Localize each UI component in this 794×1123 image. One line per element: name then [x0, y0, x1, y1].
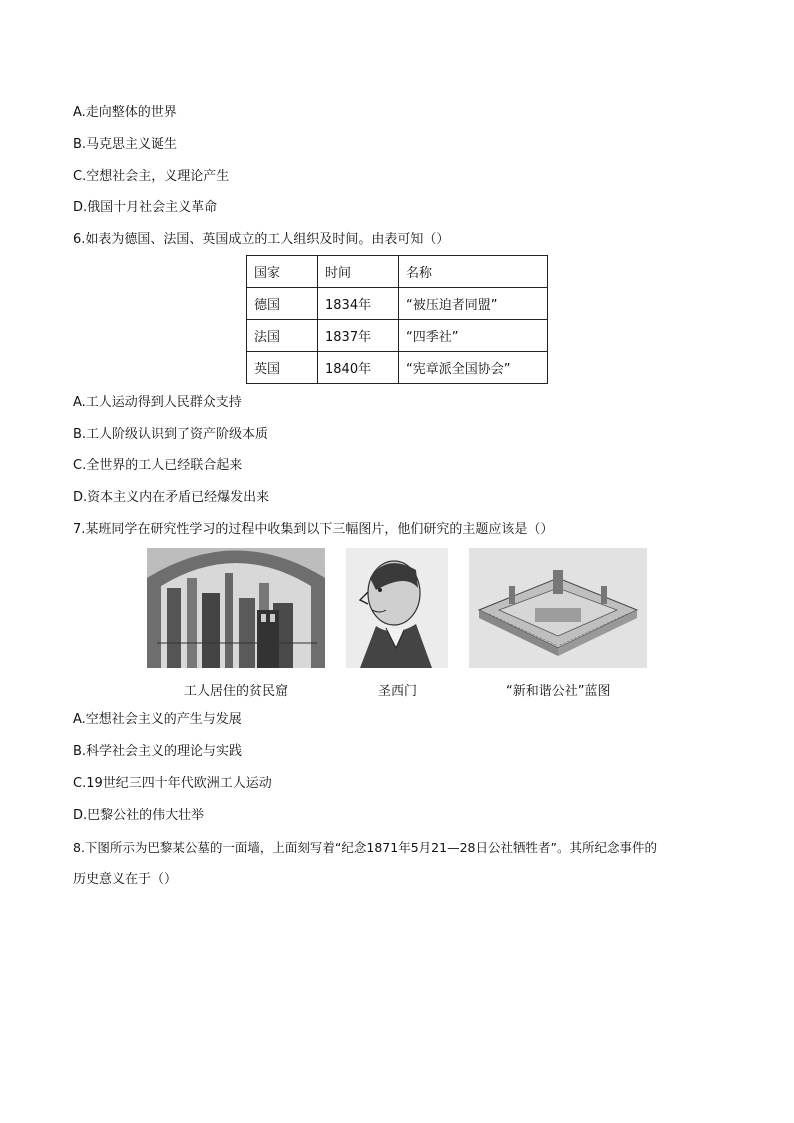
table-cell: “宪章派全国协会”: [399, 352, 548, 384]
caption-slum: 工人居住的贫民窟: [184, 684, 289, 699]
new-harmony-blueprint-image: [469, 548, 647, 668]
table-row: [247, 320, 548, 352]
q6-option-d: D.资本主义内在矛盾已经爆发出来: [73, 490, 270, 505]
q6-stem: 6.如表为德国、法国、英国成立的工人组织及时间。由表可知（）: [73, 232, 450, 247]
q7-stem: 7.某班同学在研究性学习的过程中收集到以下三幅图片，他们研究的主题应该是（）: [73, 522, 554, 537]
table-cell: “四季社”: [399, 320, 548, 352]
workers-organization-table: [246, 255, 548, 384]
q6-option-c: C.全世界的工人已经联合起来: [73, 458, 243, 473]
table-cell: 1834年: [318, 288, 399, 320]
table-header: 时间: [318, 256, 399, 288]
table-cell: “被压迫者同盟”: [399, 288, 548, 320]
q5-option-c: C.空想社会主，义理论产生: [73, 169, 230, 184]
q7-option-a: A.空想社会主义的产生与发展: [73, 712, 242, 727]
q6-option-a: A.工人运动得到人民群众支持: [73, 395, 242, 410]
q8-stem-line1: 8.下图所示为巴黎某公墓的一面墙，上面刻写着“纪念1871年5月21—28日公社牺牲者”。其所纪念事件的: [73, 840, 657, 855]
table-cell: 1840年: [318, 352, 399, 384]
table-header: 名称: [399, 256, 548, 288]
q8-stem-line2: 历史意义在于（）: [73, 872, 178, 887]
saint-simon-portrait-image: [346, 548, 448, 668]
caption-new-harmony: “新和谐公社”蓝图: [506, 684, 611, 699]
q7-option-b: B.科学社会主义的理论与实践: [73, 744, 243, 759]
table-cell: 1837年: [318, 320, 399, 352]
table-row: [247, 288, 548, 320]
table-cell: 德国: [247, 288, 318, 320]
slum-engraving-image: [147, 548, 325, 668]
table-header: 国家: [247, 256, 318, 288]
q7-option-c: C.19世纪三四十年代欧洲工人运动: [73, 776, 272, 791]
table-cell: 法国: [247, 320, 318, 352]
q5-option-b: B.马克思主义诞生: [73, 137, 178, 152]
caption-saint-simon: 圣西门: [378, 684, 418, 699]
table-cell: 英国: [247, 352, 318, 384]
q7-option-d: D.巴黎公社的伟大壮举: [73, 808, 205, 823]
table-header-row: [247, 256, 548, 288]
q5-option-d: D.俄国十月社会主义革命: [73, 200, 218, 215]
q5-option-a: A.走向整体的世界: [73, 105, 177, 120]
table-row: [247, 352, 548, 384]
q6-option-b: B.工人阶级认识到了资产阶级本质: [73, 427, 269, 442]
